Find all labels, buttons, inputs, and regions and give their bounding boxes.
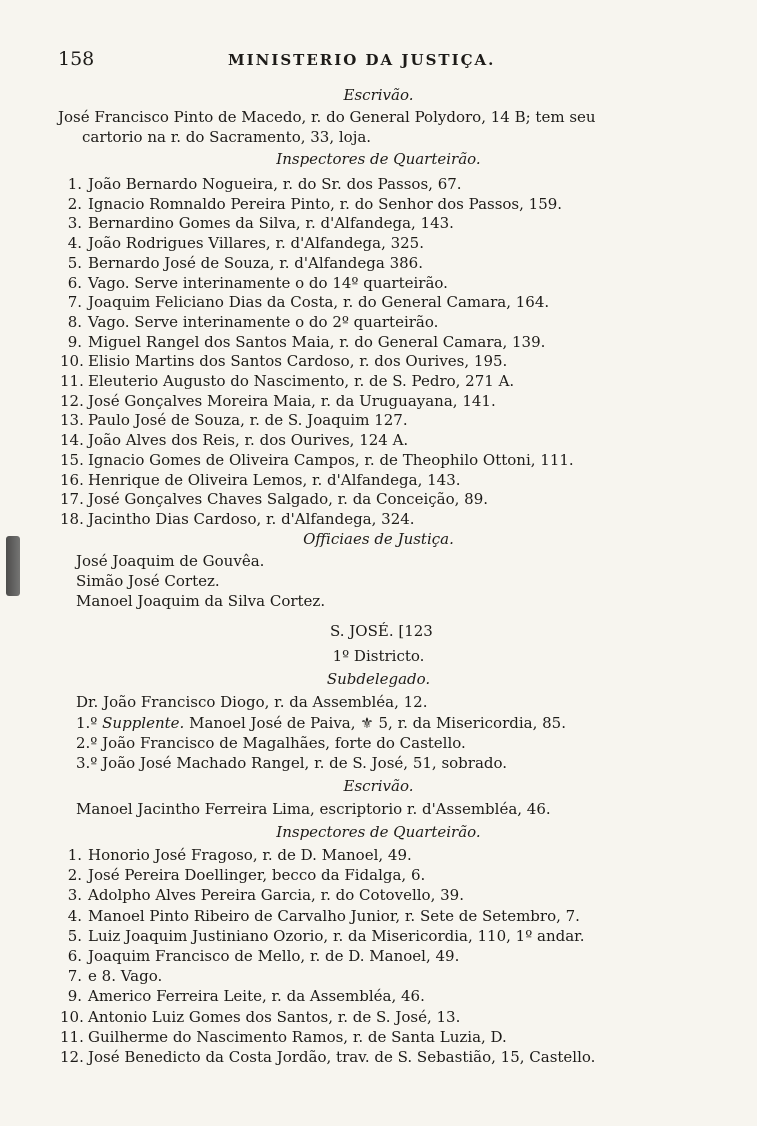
item-text: Ignacio Romnaldo Pereira Pinto, r. do Senhor dos Passos, 159.: [88, 194, 563, 213]
item-text: Simão José Cortez.: [76, 572, 220, 590]
item-text: Joaquim Feliciano Dias da Costa, r. do General Camara, 164.: [88, 293, 550, 312]
item-text: Manoel Pinto Ribeiro de Carvalho Junior, r. Sete de Setembro, 7.: [88, 906, 580, 925]
item-text: João Bernardo Nogueira, r. do Sr. dos Passos, 67.: [88, 175, 462, 193]
item-text: Antonio Luiz Gomes dos Santos, r. de S. José, 13.: [88, 1007, 461, 1026]
item-text: Ignacio Gomes de Oliveira Campos, r. de Theophilo Ottoni, 111.: [88, 450, 574, 469]
list-item: [76, 754, 507, 772]
list-item: [60, 175, 462, 193]
item-number: 11.: [60, 372, 84, 390]
list-item: [60, 451, 574, 469]
list-item: [60, 372, 514, 390]
item-number: 1.: [67, 846, 82, 864]
list-item: [60, 293, 549, 311]
item-number: 3.º: [76, 754, 98, 772]
list-item: [60, 392, 496, 410]
list-item: [60, 967, 162, 985]
item-text: Bernardino Gomes da Silva, r. d'Alfandega, 143.: [88, 214, 454, 233]
item-text: José Gonçalves Chaves Salgado, r. da Conceição, 89.: [88, 490, 489, 509]
item-text: Elisio Martins dos Santos Cardoso, r. dos Ourives, 195.: [88, 352, 508, 371]
list-item: [60, 1028, 507, 1046]
list-item: [60, 313, 438, 331]
list-item: [76, 592, 325, 610]
list-item: [60, 987, 425, 1005]
item-number: 12.: [60, 391, 84, 410]
item-number: 10.: [60, 352, 84, 371]
escrivao-line-2: cartorio na r. do Sacramento, 33, loja.: [82, 128, 372, 146]
item-number: 7.: [67, 967, 82, 986]
officiaes-heading: Officiaes de Justiça.: [303, 530, 454, 548]
page-header: [58, 48, 697, 74]
item-number: 3.: [67, 214, 82, 233]
item-text: João Alves dos Reis, r. dos Ourives, 124 A.: [88, 431, 409, 450]
list-item: [76, 734, 466, 752]
list-item: [60, 1008, 460, 1026]
item-text: Luiz Joaquim Justiniano Ozorio, r. da Misericordia, 110, 1º andar.: [88, 926, 585, 945]
item-text: José Pereira Doellinger, becco da Fidalga, 6.: [88, 866, 426, 885]
item-text: João Rodrigues Villares, r. d'Alfandega, 325.: [88, 234, 424, 253]
item-text: Guilherme do Nascimento Ramos, r. de Santa Luzia, D.: [88, 1027, 507, 1046]
item-text: Miguel Rangel dos Santos Maia, r. do General Camara, 139.: [88, 332, 546, 351]
inspectores-heading: Inspectores de Quarteirão.: [276, 150, 481, 168]
item-text: José Gonçalves Moreira Maia, r. da Uruguayana, 141.: [88, 391, 496, 410]
list-item: [60, 214, 454, 232]
subdelegado-heading: Subdelegado.: [326, 670, 431, 688]
item-number: 9.: [67, 332, 82, 351]
page-title: MINISTERIO DA JUSTIÇA.: [228, 51, 496, 69]
item-number: 2.: [67, 194, 82, 213]
item-number: 4.: [67, 906, 82, 925]
item-text: José Benedicto da Costa Jordão, trav. de S. Sebastião, 15, Castello.: [88, 1048, 596, 1066]
list-item: [60, 431, 408, 449]
item-number: 3.: [67, 886, 82, 905]
item-number: 13.: [60, 411, 84, 430]
item-number: 5.: [67, 926, 82, 945]
list-item: [60, 510, 415, 528]
escrivao-2-heading: Escrivão.: [343, 777, 414, 795]
escrivao-2-line: Manoel Jacintho Ferreira Lima, escriptorio r. d'Assembléa, 46.: [76, 800, 551, 818]
item-text: Eleuterio Augusto do Nascimento, r. de S. Pedro, 271 A.: [88, 372, 515, 390]
list-item: [60, 333, 545, 351]
item-number: 18.: [60, 509, 84, 528]
list-item: [76, 572, 220, 590]
list-item: [60, 195, 562, 213]
list-item: [60, 886, 464, 904]
item-text: Bernardo José de Souza, r. d'Alfandega 386.: [88, 253, 423, 272]
item-text: Jacintho Dias Cardoso, r. d'Alfandega, 324.: [88, 509, 415, 528]
page-number: 158: [58, 48, 95, 70]
item-text: José Joaquim de Gouvêa.: [76, 552, 265, 570]
list-item: [60, 234, 424, 252]
item-number: 15.: [60, 450, 84, 469]
item-number: 2.º: [76, 734, 98, 752]
item-number: 14.: [60, 431, 84, 450]
list-item: [60, 907, 580, 925]
item-text: Adolpho Alves Pereira Garcia, r. do Cotovello, 39.: [88, 886, 464, 905]
list-item: [76, 552, 264, 570]
list-item: [60, 866, 425, 884]
item-number: 17.: [60, 490, 84, 509]
inspectores-2-heading: Inspectores de Quarteirão.: [276, 823, 481, 841]
item-text: Vago. Serve interinamente o do 2º quarteirão.: [88, 312, 439, 331]
item-number: 6.: [67, 273, 82, 292]
item-number: 4.: [67, 234, 82, 253]
list-item: [76, 714, 566, 732]
list-item: [60, 471, 461, 489]
item-number: 10.: [60, 1007, 84, 1026]
item-number: 16.: [60, 470, 84, 489]
list-item: [60, 254, 423, 272]
item-number: 1.º: [76, 714, 98, 732]
item-text: Manoel Joaquim da Silva Cortez.: [76, 592, 326, 610]
subdelegado-line: Dr. João Francisco Diogo, r. da Assembléa, 12.: [76, 693, 428, 711]
parish-heading: S. JOSÉ. [123: [330, 622, 433, 640]
escrivao-heading: Escrivão.: [343, 86, 414, 104]
item-text: Henrique de Oliveira Lemos, r. d'Alfandega, 143.: [88, 470, 461, 489]
list-item: [60, 411, 408, 429]
list-item: [60, 927, 584, 945]
item-number: 9.: [67, 987, 82, 1006]
item-text: Joaquim Francisco de Mello, r. de D. Manoel, 49.: [88, 947, 460, 965]
list-item: [60, 490, 488, 508]
item-text: Americo Ferreira Leite, r. da Assembléa, 46.: [88, 987, 425, 1006]
item-text: Vago. Serve interinamente o do 14º quarteirão.: [88, 273, 448, 292]
item-number: 12.: [60, 1048, 84, 1066]
list-item: [60, 1048, 595, 1066]
district-heading: 1º Districto.: [332, 647, 425, 665]
item-number: 2.: [67, 866, 82, 885]
item-text: e 8. Vago.: [88, 967, 163, 986]
list-item: [60, 352, 507, 370]
list-item: [60, 846, 412, 864]
item-text: Paulo José de Souza, r. de S. Joaquim 127.: [88, 411, 408, 430]
list-item: [60, 947, 459, 965]
item-number: 11.: [60, 1027, 84, 1046]
list-item: [60, 274, 448, 292]
item-number: 1.: [67, 175, 82, 193]
item-number: 7.: [67, 293, 82, 312]
item-number: 6.: [67, 947, 82, 965]
item-text: Honorio José Fragoso, r. de D. Manoel, 49.: [88, 846, 412, 864]
item-text: João José Machado Rangel, r. de S. José, 51, sobrado.: [102, 754, 508, 772]
item-number: 8.: [67, 312, 82, 331]
item-text: João Francisco de Magalhães, forte do Castello.: [102, 734, 466, 752]
escrivao-line-1: José Francisco Pinto de Macedo, r. do General Polydoro, 14 B; tem seu: [58, 108, 596, 126]
supplente-label: Supplente.: [102, 714, 185, 732]
item-number: 5.: [67, 253, 82, 272]
item-text: Manoel José de Paiva, ⚜ 5, r. da Misericordia, 85.: [189, 714, 566, 732]
